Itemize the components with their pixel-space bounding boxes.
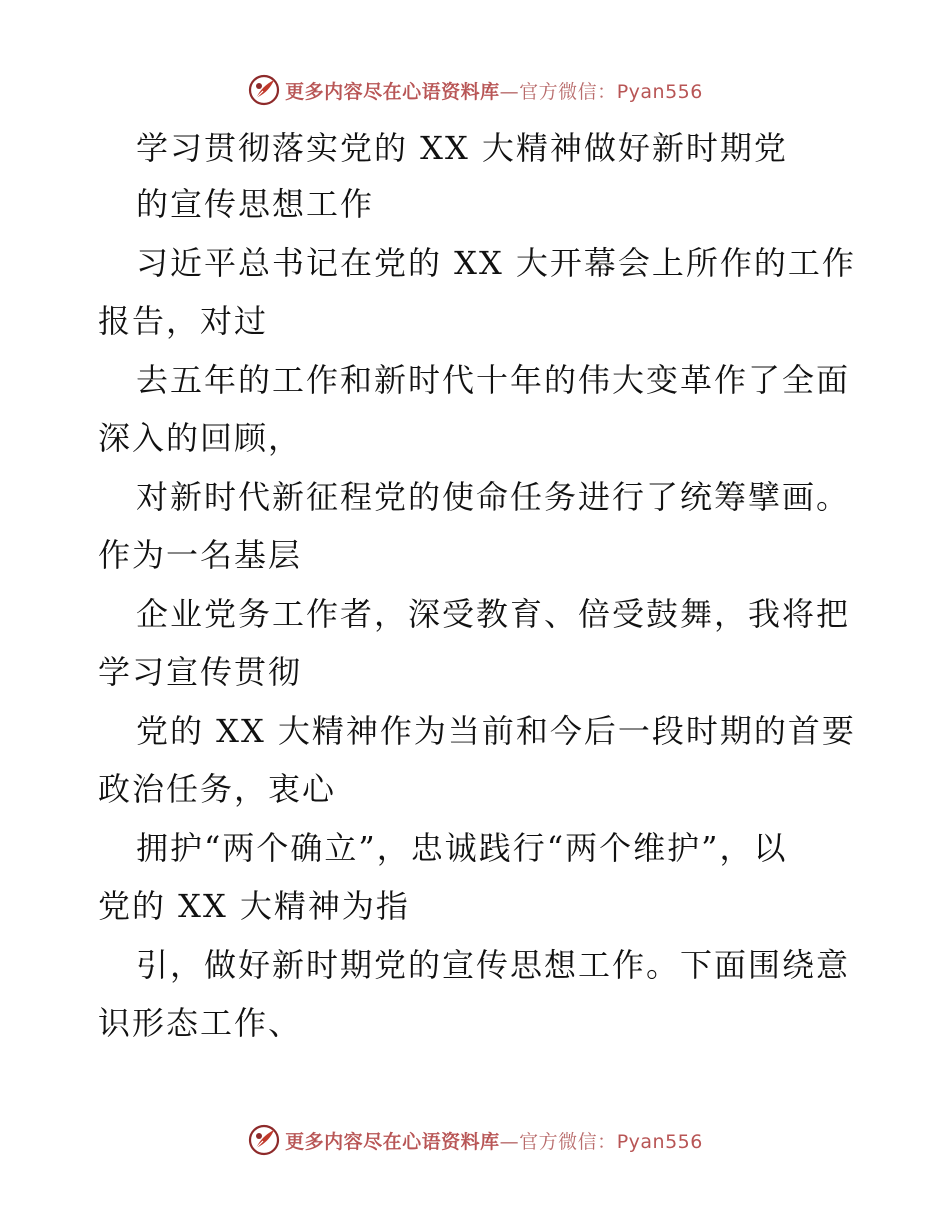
paragraph-line: 引，做好新时期党的宣传思想工作。下面围绕意 xyxy=(136,946,851,984)
watermark-main: 更多内容尽在心语资料库 xyxy=(285,80,500,103)
paragraph-line: 拥护“两个确立”，忠诚践行“两个维护”，以 xyxy=(136,829,788,867)
watermark-id: Pyan556 xyxy=(616,1130,703,1153)
watermark-main: 更多内容尽在心语资料库 xyxy=(285,1130,500,1153)
paragraph-line: 作为一名基层 xyxy=(98,536,303,574)
watermark-dash: — xyxy=(499,80,520,103)
paragraph-line: 识形态工作、 xyxy=(98,1004,303,1042)
title-line-2: 的宣传思想工作 xyxy=(136,185,375,223)
quill-logo-icon xyxy=(247,1123,281,1157)
paragraph-line: 对新时代新征程党的使命任务进行了统筹擘画。 xyxy=(136,478,851,516)
watermark-wechat: 官方微信： xyxy=(519,1130,617,1153)
paragraph-line: 党的 XX 大精神为指 xyxy=(98,887,410,925)
title-line-1: 学习贯彻落实党的 XX 大精神做好新时期党 xyxy=(136,129,788,167)
watermark-wechat: 官方微信： xyxy=(519,80,617,103)
paragraph-line: 深入的回顾， xyxy=(98,419,303,457)
watermark-id: Pyan556 xyxy=(616,80,703,103)
paragraph-line: 政治任务，衷心 xyxy=(98,770,337,808)
paragraph-line: 去五年的工作和新时代十年的伟大变革作了全面 xyxy=(136,361,851,399)
watermark-dash: — xyxy=(499,1130,520,1153)
footer-watermark xyxy=(0,1120,950,1160)
paragraph-line: 学习宣传贯彻 xyxy=(98,653,303,691)
paragraph-line: 企业党务工作者，深受教育、倍受鼓舞，我将把 xyxy=(136,595,851,633)
paragraph-line: 党的 XX 大精神作为当前和今后一段时期的首要 xyxy=(136,712,856,750)
paragraph-line: 报告，对过 xyxy=(98,302,269,340)
paragraph-line: 习近平总书记在党的 XX 大开幕会上所作的工作 xyxy=(136,244,856,282)
watermark-text xyxy=(285,1127,703,1154)
